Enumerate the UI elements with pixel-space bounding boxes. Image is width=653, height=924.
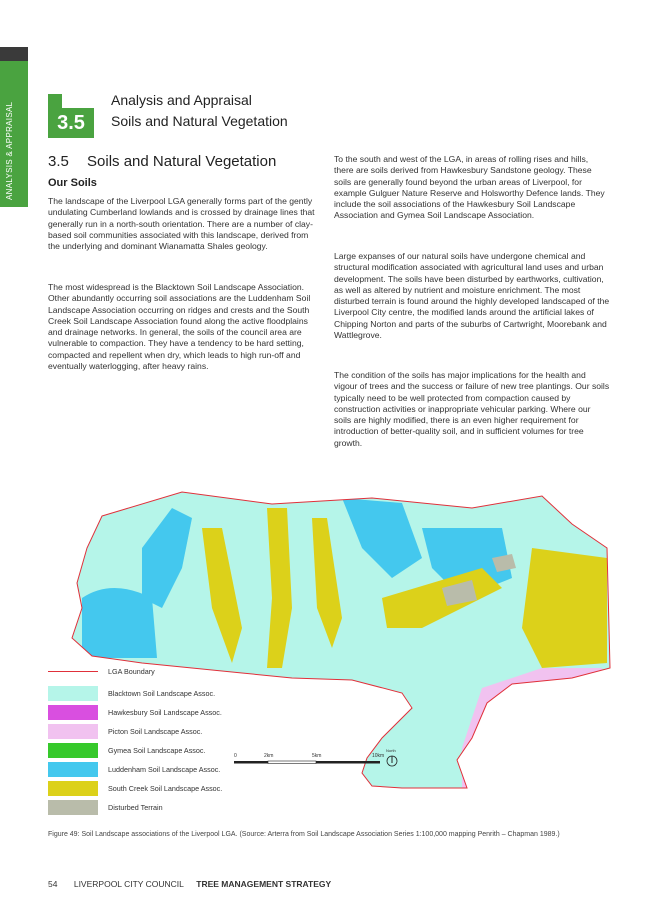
legend-item: [48, 743, 248, 761]
paragraph-2: The most widespread is the Blacktown Soil Landscape Association. Other abundantly occurring soil associations are the Luddenham Soil Landscape Association occurring on ridges and crests and the South Creek Soil Landscape Association found along the active floodplains and drainage networks. In general, the soils of the council area are vulnerable to compaction. They have a tendency to be hard setting, compacted and repellent when dry, which leads to high run-off and eventually waterlogging, after heavy rains.: [48, 282, 311, 372]
figure-caption: Figure 49: Soil Landscape associations of the Liverpool LGA. (Source: Arterra from Soil Landscape Association Series 1:100,000 mapping Penrith – Chapman 1989.): [48, 831, 560, 838]
section-heading: [48, 153, 276, 170]
footer-org: LIVERPOOL CITY COUNCIL: [73, 879, 184, 889]
legend-label: Picton Soil Landscape Assoc.: [108, 727, 203, 736]
soil-hawkesbury: [512, 698, 587, 788]
legend-label: Gymea Soil Landscape Assoc.: [108, 746, 206, 755]
scale-bar: [230, 748, 400, 774]
soil-gymea-2: [567, 683, 592, 728]
scale-segment-3: [316, 761, 380, 764]
scale-segment-1: [234, 761, 268, 764]
chapter-subtitle: Soils and Natural Vegetation: [111, 113, 288, 129]
paragraph-1: The landscape of the Liverpool LGA generally forms part of the gently undulating Cumberland lowlands and is crossed by drainage lines that generally run in a north-south orientation. There are a number of clay-based soil communities associated with this landscape, derived from the underlying and dominant Wianamatta Shales geology.: [48, 196, 315, 252]
section-number: 3.5: [48, 153, 69, 170]
legend-item: [48, 800, 248, 818]
legend-label: Disturbed Terrain: [108, 803, 163, 812]
legend-label: South Creek Soil Landscape Assoc.: [108, 784, 223, 793]
legend-boundary-label: LGA Boundary: [108, 667, 155, 676]
scale-label-10km: 10km: [372, 753, 385, 759]
page-footer: [48, 879, 331, 889]
legend-swatch: [48, 800, 98, 815]
chapter-title: Analysis and Appraisal: [111, 92, 252, 108]
scale-segment-2: [268, 761, 316, 764]
section-badge: 3.5: [48, 108, 94, 138]
north-label: North: [386, 748, 396, 753]
scale-label-0: 0: [234, 753, 237, 759]
legend-item: [48, 705, 248, 723]
legend-item: [48, 686, 248, 704]
legend-boundary: [48, 664, 248, 682]
paragraph-5: The condition of the soils has major implications for the health and vigour of trees and the success or failure of new tree plantings. Our soils typically need to be well protected from compaction caused by construction activities or inappropriate vehicular parking. Where our soils are highly modified, there is an even higher requirement for introduction of better-quality soil, and in sufficient volumes for tree growth.: [334, 370, 610, 448]
legend-swatch: [48, 724, 98, 739]
legend-label: Blacktown Soil Landscape Assoc.: [108, 689, 216, 698]
legend-label: Luddenham Soil Landscape Assoc.: [108, 765, 221, 774]
soil-southcreek-east: [522, 548, 607, 668]
legend-swatch: [48, 705, 98, 720]
scale-label-5km: 5km: [312, 753, 322, 759]
section-subheading: Our Soils: [48, 177, 97, 189]
paragraph-3: To the south and west of the LGA, in areas of rolling rises and hills, there are soils derived from Hawkesbury Sandstone geology. These soils are generally found beyond the urban areas of Liverpool, for example Gulguer Nature Reserve and Holsworthy Defence lands. They include the soil associations of the Hawkesbury Soil Landscape Association and Gymea Soil Landscape Association.: [334, 154, 605, 221]
section-title: Soils and Natural Vegetation: [87, 153, 277, 170]
legend-swatch: [48, 781, 98, 796]
legend-label: Hawkesbury Soil Landscape Assoc.: [108, 708, 222, 717]
legend-swatch: [48, 743, 98, 758]
badge-notch: [48, 94, 62, 108]
legend-boundary-line: [48, 671, 98, 672]
side-tab-label: ANALYSIS & APPRAISAL: [5, 101, 14, 200]
paragraph-4: Large expanses of our natural soils have undergone chemical and structural modification associated with agricultural land uses and urban development. The soils have been disturbed by earthworks, cultivation, as well as altered by nutrient and moisture enrichment. The most disturbed terrain is found around the highly developed landscaped of the Liverpool City centre, the modified lands around the artificial lakes of Chipping Norton and parts of the suburbs of Cartwright, Moorebank and Wattlegrove.: [334, 251, 610, 341]
legend-swatch: [48, 686, 98, 701]
legend-item: [48, 762, 248, 780]
legend-item: [48, 724, 248, 742]
legend-swatch: [48, 762, 98, 777]
footer-doc-title: TREE MANAGEMENT STRATEGY: [196, 879, 332, 889]
soil-gymea-1: [522, 688, 547, 768]
scale-label-2km: 2km: [264, 753, 274, 759]
legend-item: [48, 781, 248, 799]
page-number: 54: [48, 879, 58, 889]
